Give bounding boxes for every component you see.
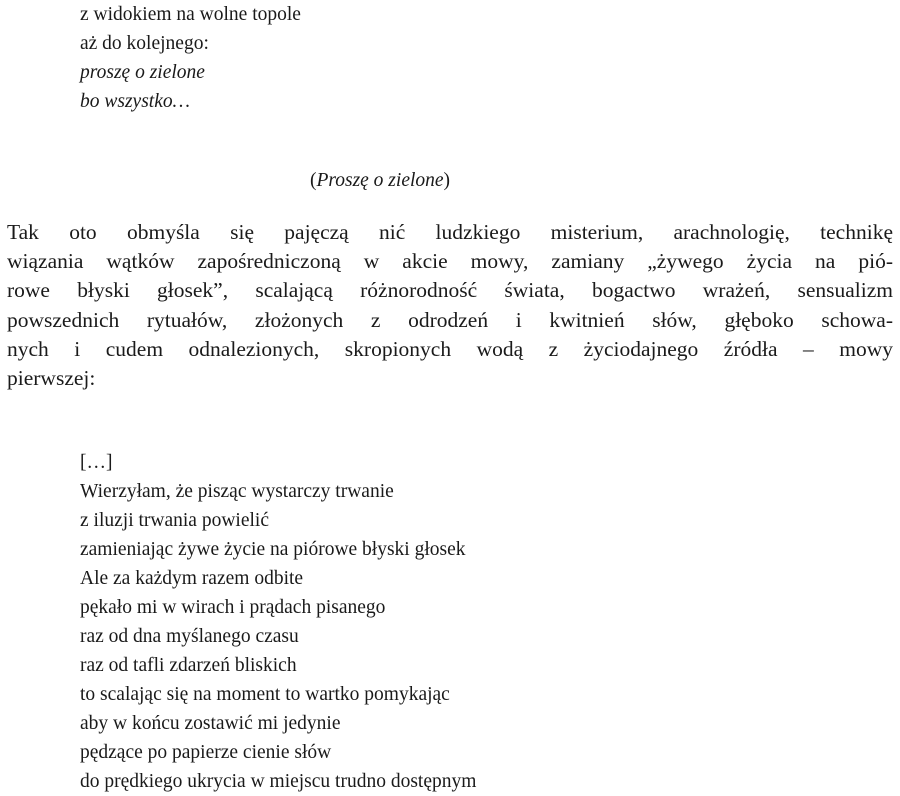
verse-line: z widokiem na wolne topole	[80, 4, 301, 25]
verse-excerpt-bottom	[80, 448, 476, 796]
caption-close-paren: )	[443, 170, 451, 191]
paragraph-line: pierwszej:	[7, 366, 96, 391]
paragraph-line: Tak oto obmyśla się pajęczą nić ludzkiego misterium, arachnologię, technikę	[7, 220, 893, 244]
verse-line: pękało mi w wirach i prądach pisanego	[80, 597, 386, 618]
verse-line: aż do kolejnego:	[80, 33, 209, 54]
verse-excerpt-top	[80, 0, 301, 116]
verse-line: raz od dna myślanego czasu	[80, 626, 299, 647]
poem-source-caption	[0, 166, 760, 195]
verse-line: aby w końcu zostawić mi jedynie	[80, 713, 341, 734]
caption-open-paren: (	[309, 170, 317, 191]
verse-line: Ale za każdym razem odbite	[80, 568, 304, 589]
body-paragraph	[7, 218, 893, 393]
verse-line: bo wszystko…	[80, 91, 190, 112]
verse-line: raz od tafli zdarzeń bliskich	[80, 655, 297, 676]
verse-line: to scalając się na moment to wartko pomykając	[80, 684, 450, 705]
paragraph-line: wiązania wątków zapośredniczoną w akcie mowy, zamiany „żywego życia na pió-	[7, 249, 893, 274]
verse-line: proszę o zielone	[80, 62, 205, 83]
verse-line: […]	[80, 452, 113, 473]
caption-poem-title: Proszę o zielone	[316, 170, 444, 191]
paragraph-line: nych i cudem odnalezionych, skropionych wodą z życiodajnego źródła – mowy	[7, 336, 893, 361]
verse-line: Wierzyłam, że pisząc wystarczy trwanie	[80, 481, 394, 502]
paragraph-line: rowe błyski głosek”, scalającą różnorodność świata, bogactwo wrażeń, sensualizm	[7, 278, 893, 303]
paragraph-line: powszednich rytuałów, złożonych z odrodzeń i kwitnień słów, głęboko schowa-	[7, 307, 893, 332]
verse-line: z iluzji trwania powielić	[80, 510, 269, 531]
verse-line: pędzące po papierze cienie słów	[80, 742, 332, 763]
verse-line: zamieniając żywe życie na piórowe błyski głosek	[80, 539, 466, 560]
verse-line: do prędkiego ukrycia w miejscu trudno dostępnym	[80, 771, 477, 792]
